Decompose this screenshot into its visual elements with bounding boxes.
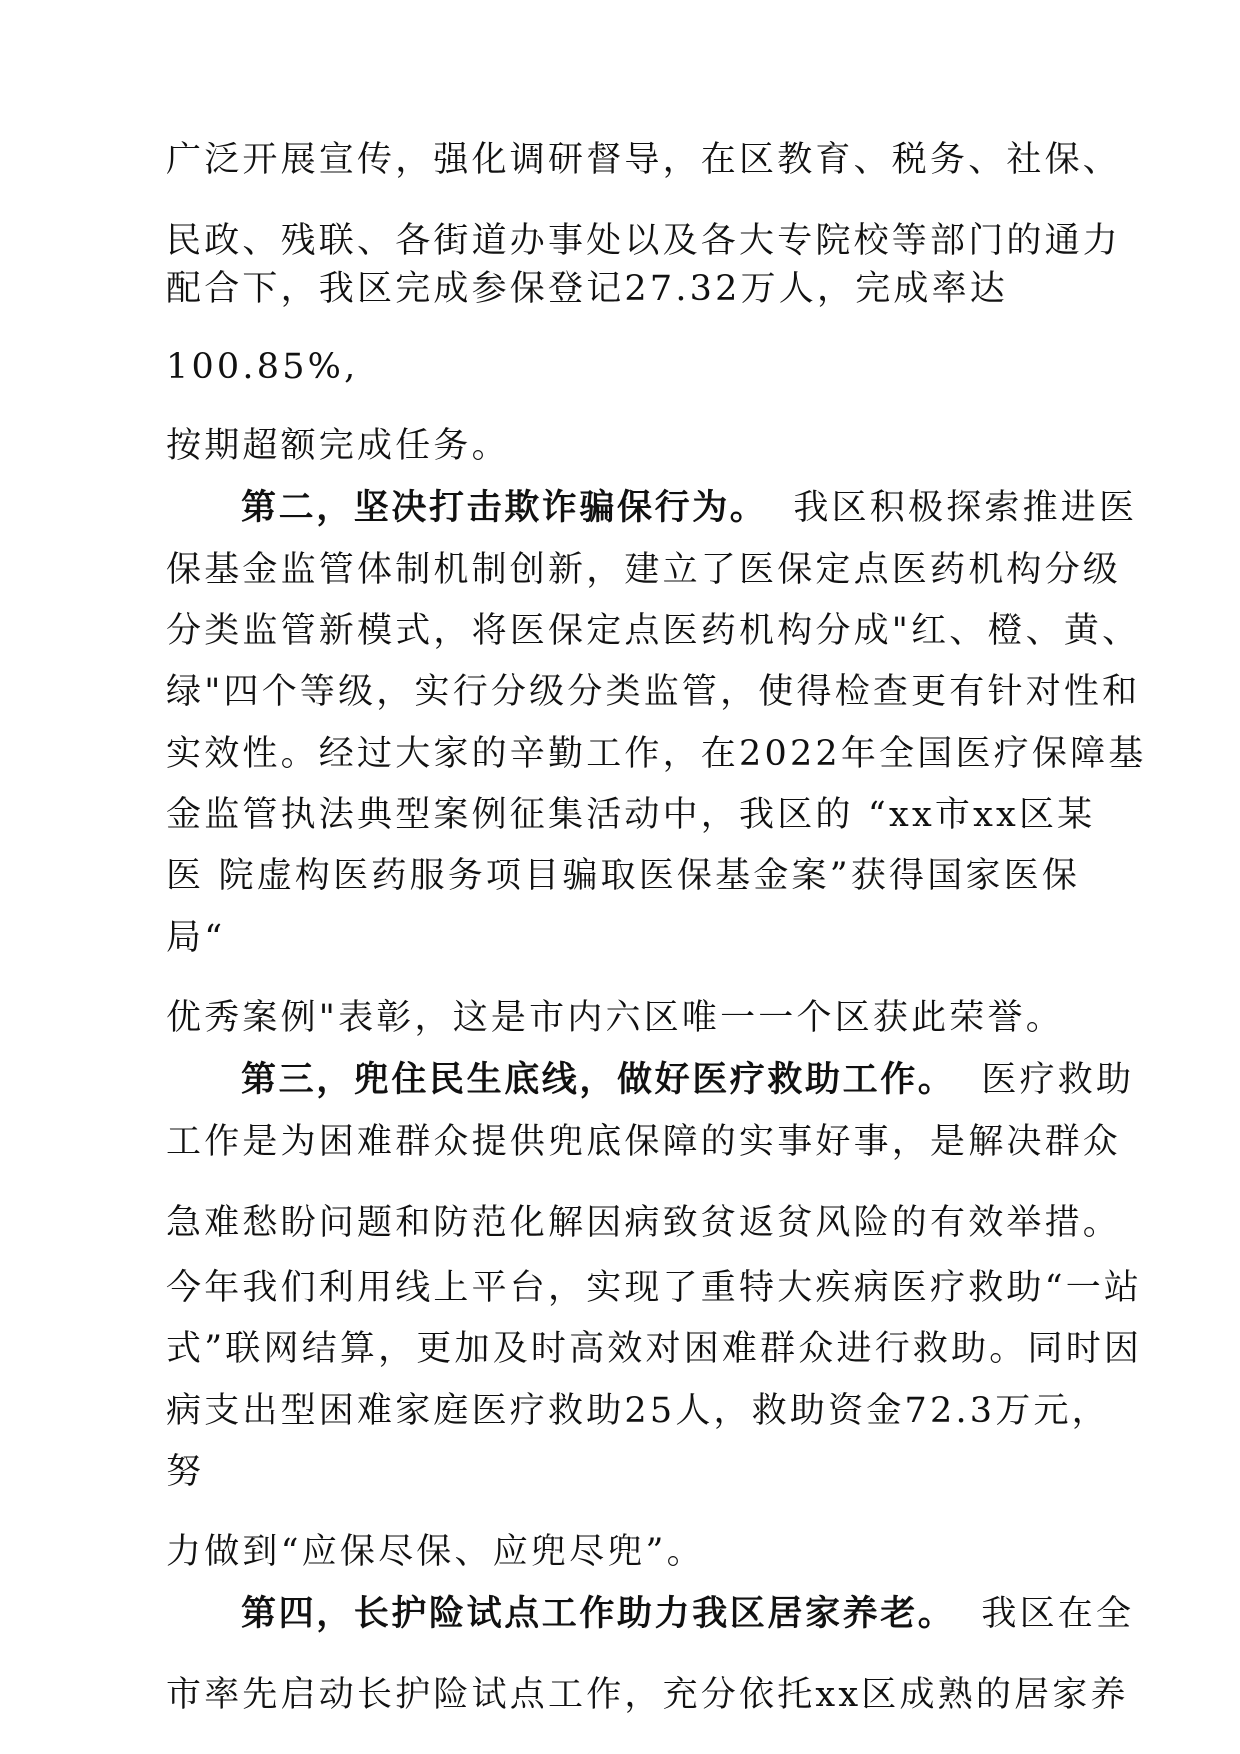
paragraph-line: 努 xyxy=(166,1452,205,1492)
section-heading: 第二，坚决打击欺诈骗保行为。 xyxy=(241,488,768,528)
section-lead: 我区积极探索推进医 xyxy=(793,488,1138,528)
paragraph-line: 工作是为困难群众提供兜底保障的实事好事，是解决群众 xyxy=(166,1122,1122,1162)
paragraph-line: 100.85%, xyxy=(166,347,359,387)
paragraph-line: 绿"四个等级，实行分级分类监管，使得检查更有针对性和 xyxy=(166,672,1141,712)
paragraph-line: 按期超额完成任务。 xyxy=(166,426,510,466)
paragraph-line: 急难愁盼问题和防范化解因病致贫返贫风险的有效举措。 xyxy=(166,1203,1122,1243)
paragraph-line: 局“ xyxy=(166,918,226,958)
section-line xyxy=(241,486,1137,530)
paragraph-line: 式”联网结算，更加及时高效对困难群众进行救助。同时因 xyxy=(166,1329,1143,1369)
paragraph-line: 保基金监管体制机制创新，建立了医保定点医药机构分级 xyxy=(166,550,1122,590)
paragraph-line: 实效性。经过大家的辛勤工作，在2022年全国医疗保障基 xyxy=(166,734,1147,774)
paragraph-line: 民政、残联、各街道办事处以及各大专院校等部门的通力 xyxy=(166,221,1122,261)
paragraph-line: 市率先启动长护险试点工作，充分依托xx区成熟的居家养 xyxy=(166,1675,1129,1715)
paragraph-line: 力做到“应保尽保、应兜尽兜”。 xyxy=(166,1532,705,1572)
section-line xyxy=(241,1592,1134,1636)
paragraph-line: 金监管执法典型案例征集活动中，我区的 “xx市xx区某 xyxy=(166,795,1096,835)
paragraph-line: 分类监管新模式，将医保定点医药机构分成"红、橙、黄、 xyxy=(166,611,1141,651)
paragraph-line: 病支出型困难家庭医疗救助25人，救助资金72.3万元， xyxy=(166,1391,1110,1431)
section-lead: 我区在全 xyxy=(981,1594,1135,1634)
paragraph-line: 优秀案例"表彰，这是市内六区唯一一个区获此荣誉。 xyxy=(166,998,1064,1038)
section-lead: 医疗救助 xyxy=(981,1060,1135,1100)
paragraph-line: 今年我们利用线上平台，实现了重特大疾病医疗救助“一站 xyxy=(166,1268,1143,1308)
paragraph-line: 配合下，我区完成参保登记27.32万人，完成率达 xyxy=(166,269,1008,309)
paragraph-line: 医 院虚构医药服务项目骗取医保基金案”获得国家医保 xyxy=(166,856,1081,896)
section-heading: 第四，长护险试点工作助力我区居家养老。 xyxy=(241,1594,956,1634)
paragraph-line: 广泛开展宣传，强化调研督导，在区教育、税务、社保、 xyxy=(166,140,1122,180)
section-heading: 第三，兜住民生底线，做好医疗救助工作。 xyxy=(241,1060,956,1100)
section-line xyxy=(241,1058,1134,1102)
